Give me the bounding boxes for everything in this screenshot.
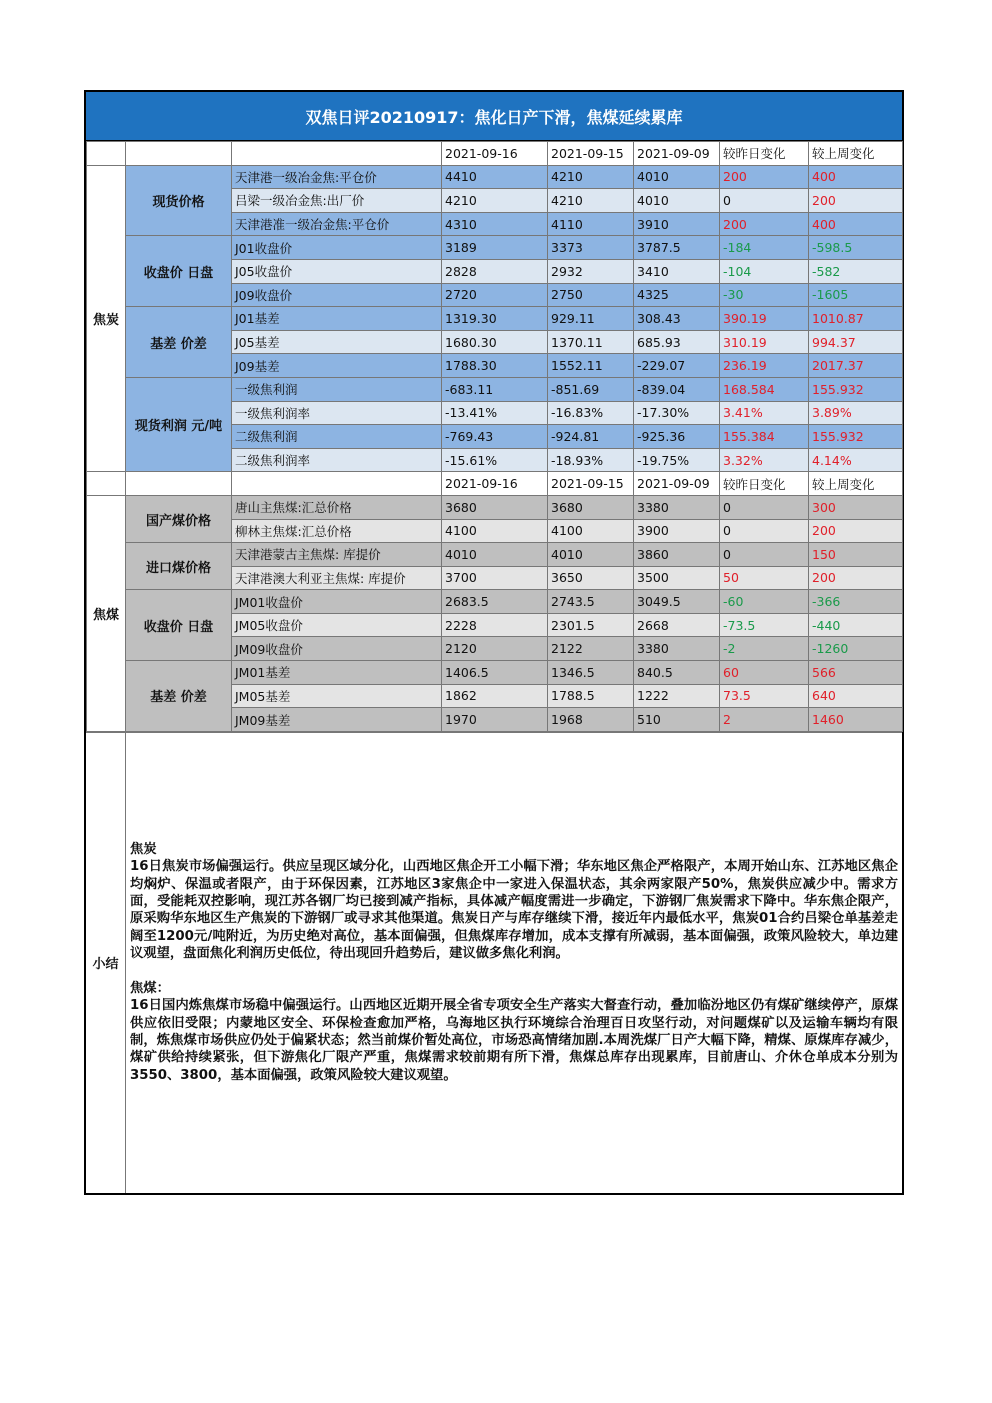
value-cell: 4010 [634,165,720,189]
value-cell: 510 [634,708,720,732]
table-row [87,307,903,331]
value-cell: 3860 [634,543,720,567]
value-cell: -16.83% [548,401,634,425]
value-cell: 3650 [548,566,634,590]
value-cell: 2228 [442,613,548,637]
change-cell: -104 [720,259,809,283]
column-header: 较上周变化 [809,472,903,496]
change-cell: 0 [720,495,809,519]
indicator-name: JM05基差 [232,684,442,708]
change-cell: 3.89% [809,401,903,425]
value-cell: 3380 [634,637,720,661]
change-cell: -1605 [809,283,903,307]
summary-body [126,733,902,1193]
change-cell: 200 [720,212,809,236]
change-cell: -60 [720,590,809,614]
coal-summary-text: 16日国内炼焦煤市场稳中偏强运行。山西地区近期开展全省专项安全生产落实大督查行动，叠加临汾地区仍有煤矿继续停产，原煤供应依旧受限；内蒙地区安全、环保检查愈加严格，乌海地区执行环境综合治理百日攻坚行动，对问题煤矿以及运输车辆均有限制，炼焦煤市场供应仍处于偏紧状态；然当前煤价暂处高位，市场恐高情绪加剧.本周洗煤厂日产大幅下降，精煤、原煤库存减少，煤矿供给持续紧张，但下游焦化厂限产严重，焦煤需求较前期有所下滑，焦煤总库存出现累库，目前唐山、介休仓单成本分别为3550、3800，基本面偏强，政策风险较大建议观望。 [130,998,898,1083]
change-cell: 155.384 [720,425,809,449]
indicator-name: 天津港蒙古主焦煤: 库提价 [232,543,442,567]
change-cell: 0 [720,189,809,213]
section-label: 焦煤 [87,495,126,731]
header-blank-cell [87,142,126,166]
column-header: 2021-09-15 [548,472,634,496]
value-cell: 4210 [548,189,634,213]
change-cell: 1460 [809,708,903,732]
value-cell: 4010 [442,543,548,567]
value-cell: 3500 [634,566,720,590]
change-cell: 155.932 [809,377,903,401]
value-cell: 1370.11 [548,330,634,354]
header-blank-cell [126,472,232,496]
value-cell: -924.81 [548,425,634,449]
value-cell: 685.93 [634,330,720,354]
change-cell: 150 [809,543,903,567]
column-header: 2021-09-16 [442,472,548,496]
change-cell: 3.32% [720,448,809,472]
value-cell: -19.75% [634,448,720,472]
value-cell: 3380 [634,495,720,519]
report-title: 双焦日评20210917：焦化日产下滑，焦煤延续累库 [86,92,902,141]
value-cell: 2720 [442,283,548,307]
value-cell: 4210 [548,165,634,189]
change-cell: 640 [809,684,903,708]
indicator-name: 天津港一级冶金焦:平仓价 [232,165,442,189]
value-cell: 1970 [442,708,548,732]
coke-summary-title: 焦炭 [130,841,157,857]
value-cell: 4410 [442,165,548,189]
coal-section [87,472,903,732]
change-cell: 155.932 [809,425,903,449]
header-blank-cell [87,472,126,496]
change-cell: 310.19 [720,330,809,354]
indicator-name: 柳林主焦煤:汇总价格 [232,519,442,543]
value-cell: 2122 [548,637,634,661]
change-cell: -598.5 [809,236,903,260]
change-cell: 2 [720,708,809,732]
coke-section [87,142,903,472]
value-cell: -683.11 [442,377,548,401]
value-cell: 2743.5 [548,590,634,614]
summary-label: 小结 [86,733,126,1193]
table-row [87,543,903,567]
value-cell: -18.93% [548,448,634,472]
value-cell: 2668 [634,613,720,637]
group-label: 国产煤价格 [126,495,232,542]
value-cell: 1862 [442,684,548,708]
indicator-name: J09收盘价 [232,283,442,307]
report-sheet [84,90,904,1195]
change-cell: 400 [809,212,903,236]
indicator-name: JM01基差 [232,661,442,685]
value-cell: 1788.5 [548,684,634,708]
indicator-name: JM09收盘价 [232,637,442,661]
value-cell: -17.30% [634,401,720,425]
change-cell: 60 [720,661,809,685]
table-row [87,661,903,685]
value-cell: 4100 [442,519,548,543]
value-cell: -851.69 [548,377,634,401]
value-cell: 3787.5 [634,236,720,260]
value-cell: 2120 [442,637,548,661]
table-row [87,236,903,260]
value-cell: -769.43 [442,425,548,449]
value-cell: 3680 [442,495,548,519]
header-blank-cell [232,142,442,166]
indicator-name: JM01收盘价 [232,590,442,614]
change-cell: 400 [809,165,903,189]
value-cell: 308.43 [634,307,720,331]
indicator-name: 吕梁一级冶金焦:出厂价 [232,189,442,213]
value-cell: 4110 [548,212,634,236]
table-row [87,590,903,614]
change-cell: 200 [809,566,903,590]
change-cell: -2 [720,637,809,661]
value-cell: 2932 [548,259,634,283]
change-cell: 300 [809,495,903,519]
header-row [87,472,903,496]
table-row [87,165,903,189]
group-label: 收盘价 日盘 [126,236,232,307]
change-cell: 200 [809,189,903,213]
value-cell: 4325 [634,283,720,307]
indicator-name: 一级焦利润率 [232,401,442,425]
indicator-name: 一级焦利润 [232,377,442,401]
change-cell: -30 [720,283,809,307]
coal-summary-title: 焦煤： [130,980,170,996]
value-cell: 3680 [548,495,634,519]
change-cell: 4.14% [809,448,903,472]
change-cell: 994.37 [809,330,903,354]
change-cell: -73.5 [720,613,809,637]
change-cell: -184 [720,236,809,260]
change-cell: 236.19 [720,354,809,378]
value-cell: 1968 [548,708,634,732]
header-blank-cell [126,142,232,166]
change-cell: 200 [809,519,903,543]
change-cell: 1010.87 [809,307,903,331]
table-row [87,377,903,401]
indicator-name: 唐山主焦煤:汇总价格 [232,495,442,519]
change-cell: 200 [720,165,809,189]
indicator-name: J09基差 [232,354,442,378]
value-cell: 3700 [442,566,548,590]
change-cell: 390.19 [720,307,809,331]
value-cell: 3900 [634,519,720,543]
indicator-name: J01基差 [232,307,442,331]
change-cell: 566 [809,661,903,685]
value-cell: -229.07 [634,354,720,378]
value-cell: 4100 [548,519,634,543]
value-cell: 2683.5 [442,590,548,614]
summary-section [86,732,902,1193]
indicator-name: J05基差 [232,330,442,354]
value-cell: 4010 [548,543,634,567]
indicator-name: 天津港澳大利亚主焦煤: 库提价 [232,566,442,590]
value-cell: 3410 [634,259,720,283]
value-cell: -15.61% [442,448,548,472]
column-header: 较昨日变化 [720,142,809,166]
value-cell: 4310 [442,212,548,236]
group-label: 进口煤价格 [126,543,232,590]
value-cell: 1680.30 [442,330,548,354]
table-row [87,495,903,519]
column-header: 2021-09-09 [634,472,720,496]
indicator-name: J05收盘价 [232,259,442,283]
column-header: 2021-09-15 [548,142,634,166]
change-cell: 168.584 [720,377,809,401]
change-cell: 3.41% [720,401,809,425]
value-cell: 4010 [634,189,720,213]
value-cell: 1346.5 [548,661,634,685]
value-cell: 1222 [634,684,720,708]
value-cell: -13.41% [442,401,548,425]
value-cell: 2750 [548,283,634,307]
change-cell: 2017.37 [809,354,903,378]
value-cell: -925.36 [634,425,720,449]
value-cell: 929.11 [548,307,634,331]
group-label: 基差 价差 [126,307,232,378]
change-cell: -582 [809,259,903,283]
column-header: 2021-09-16 [442,142,548,166]
change-cell: -440 [809,613,903,637]
value-cell: 840.5 [634,661,720,685]
group-label: 基差 价差 [126,661,232,732]
header-row [87,142,903,166]
change-cell: 50 [720,566,809,590]
value-cell: 3049.5 [634,590,720,614]
column-header: 较昨日变化 [720,472,809,496]
value-cell: 4210 [442,189,548,213]
value-cell: 1788.30 [442,354,548,378]
group-label: 现货利润 元/吨 [126,377,232,471]
change-cell: 73.5 [720,684,809,708]
value-cell: 2828 [442,259,548,283]
indicator-name: J01收盘价 [232,236,442,260]
change-cell: -1260 [809,637,903,661]
group-label: 现货价格 [126,165,232,236]
value-cell: 3910 [634,212,720,236]
indicator-name: 二级焦利润率 [232,448,442,472]
value-cell: 1552.11 [548,354,634,378]
coke-summary-text: 16日焦炭市场偏强运行。供应呈现区域分化，山西地区焦企开工小幅下滑；华东地区焦企严格限产，本周开始山东、江苏地区焦企均焖炉、保温或者限产，由于环保因素，江苏地区3家焦企中一家进入保温状态，其余两家限产50%，焦炭供应减少中。需求方面，受能耗双控影响，现江苏各钢厂均已接到减产指标，具体减产幅度需进一步确定，下游钢厂焦炭需求下降中。华东焦企限产，原采购华东地区生产焦炭的下游钢厂或寻求其他渠道。焦炭日产与库存继续下滑，接近年内最低水平，焦炭01合约吕梁仓单基差走阔至1200元/吨附近，为历史绝对高位，基本面偏强，但焦煤库存增加，成本支撑有所减弱，基本面偏强，政策风险较大，单边建议观望，盘面焦化利润历史低位，待出现回升趋势后，建议做多焦化利润。 [130,859,898,962]
indicator-name: 二级焦利润 [232,425,442,449]
change-cell: 0 [720,543,809,567]
value-cell: 2301.5 [548,613,634,637]
column-header: 2021-09-09 [634,142,720,166]
header-blank-cell [232,472,442,496]
value-cell: 1319.30 [442,307,548,331]
change-cell: 0 [720,519,809,543]
indicator-name: JM05收盘价 [232,613,442,637]
value-cell: 3189 [442,236,548,260]
data-table [86,141,903,732]
value-cell: 3373 [548,236,634,260]
value-cell: 1406.5 [442,661,548,685]
column-header: 较上周变化 [809,142,903,166]
group-label: 收盘价 日盘 [126,590,232,661]
section-label: 焦炭 [87,165,126,472]
indicator-name: 天津港准一级冶金焦:平仓价 [232,212,442,236]
indicator-name: JM09基差 [232,708,442,732]
change-cell: -366 [809,590,903,614]
value-cell: -839.04 [634,377,720,401]
